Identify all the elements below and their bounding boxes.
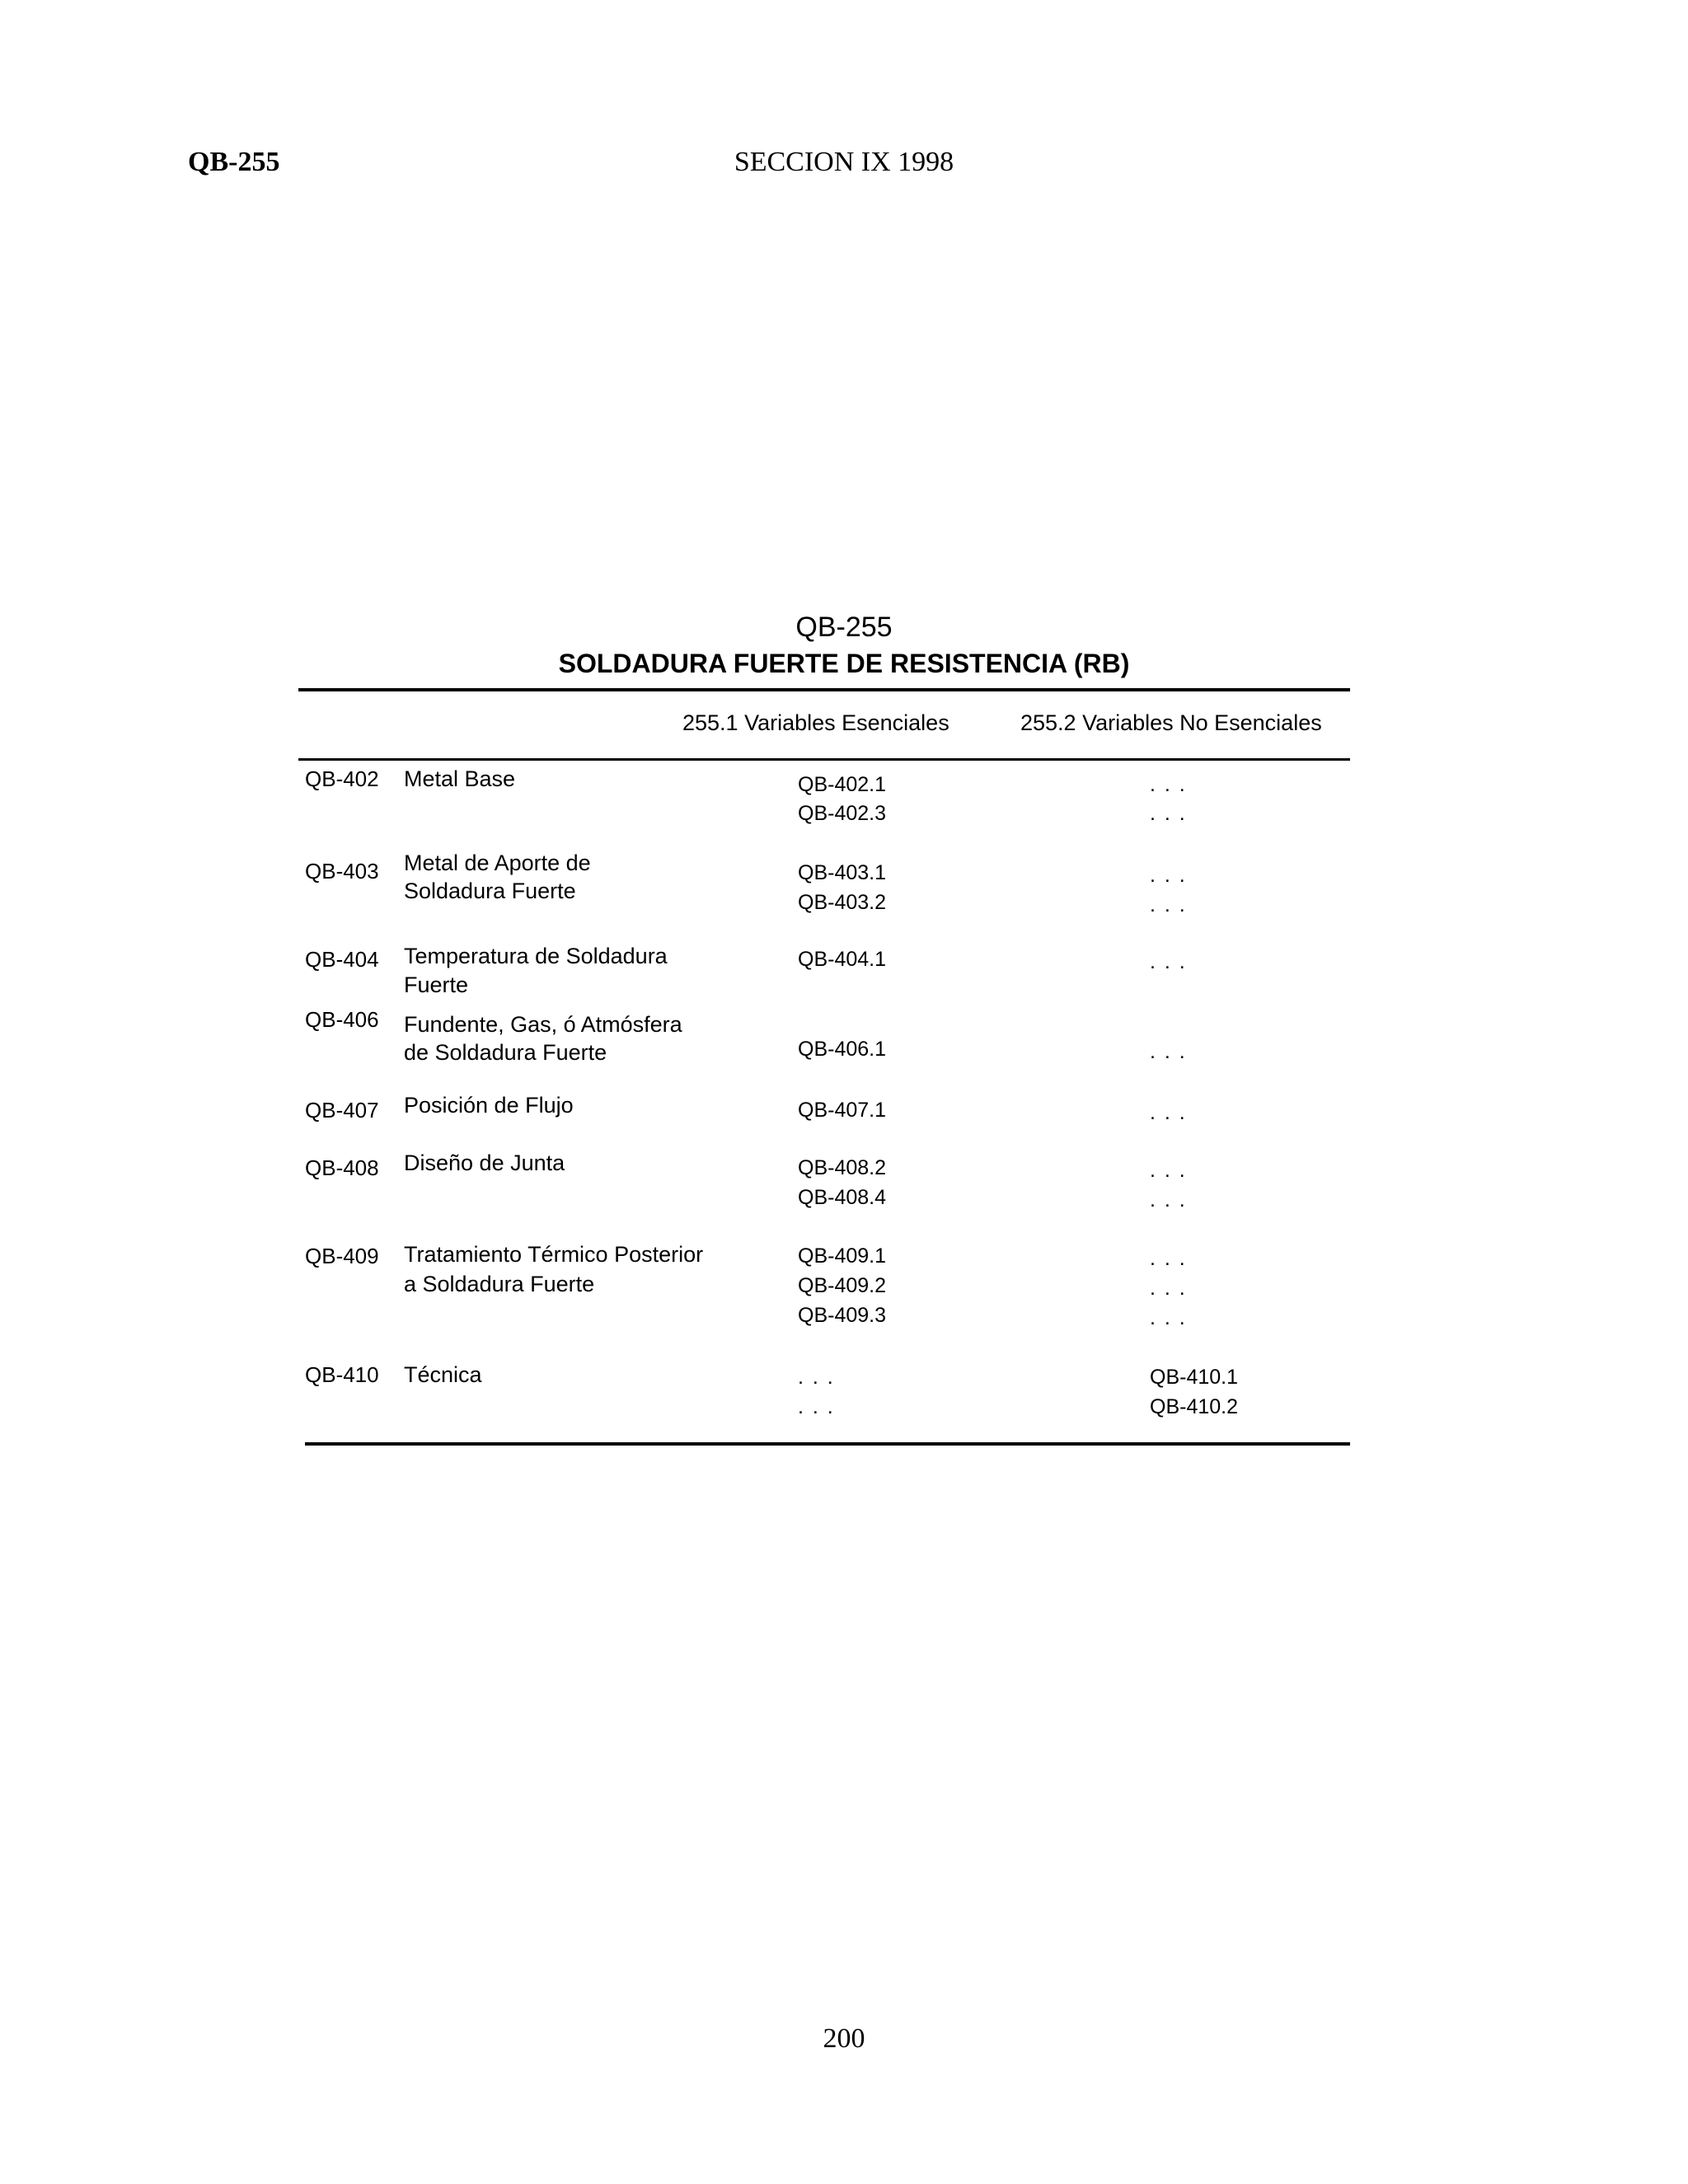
essential-variable: QB-404.1 — [798, 948, 887, 971]
row-code: QB-408 — [305, 1155, 379, 1180]
table-bottom-rule — [305, 1442, 1350, 1446]
table-title: SOLDADURA FUERTE DE RESISTENCIA (RB) — [558, 649, 1130, 678]
essential-variable: QB-403.1 — [798, 861, 887, 884]
row-description: Fundente, Gas, ó Atmósfera — [404, 1012, 682, 1037]
table-code: QB-255 — [795, 612, 893, 643]
row-code: QB-410 — [305, 1362, 379, 1387]
nonessential-variable: . . . — [1150, 950, 1187, 973]
essential-variable: . . . — [798, 1395, 835, 1418]
row-description: a Soldadura Fuerte — [404, 1272, 595, 1296]
nonessential-variable: . . . — [1150, 1306, 1187, 1329]
row-code: QB-403 — [305, 859, 379, 883]
row-description: de Soldadura Fuerte — [404, 1040, 607, 1065]
row-code: QB-407 — [305, 1098, 379, 1122]
nonessential-variable: . . . — [1150, 1277, 1187, 1300]
essential-variable: QB-406.1 — [798, 1038, 887, 1061]
essential-variable: QB-408.2 — [798, 1156, 887, 1179]
row-description: Metal Base — [404, 766, 516, 791]
row-code: QB-406 — [305, 1007, 379, 1032]
nonessential-variable: QB-410.1 — [1150, 1366, 1239, 1389]
nonessential-variable: . . . — [1150, 864, 1187, 887]
nonessential-variable: . . . — [1150, 1040, 1187, 1063]
nonessential-variable: . . . — [1150, 802, 1187, 825]
essential-variable: QB-402.1 — [798, 773, 887, 796]
nonessential-variable: . . . — [1150, 1159, 1187, 1182]
row-code: QB-409 — [305, 1244, 379, 1268]
table-top-rule — [298, 688, 1350, 691]
essential-variable: QB-409.3 — [798, 1304, 887, 1327]
essential-variable: QB-403.2 — [798, 891, 887, 914]
column-header-nonessential: 255.2 Variables No Esenciales — [1020, 710, 1322, 735]
nonessential-variable: . . . — [1150, 893, 1187, 916]
nonessential-variable: QB-410.2 — [1150, 1395, 1239, 1418]
table-header-rule — [298, 758, 1350, 761]
nonessential-variable: . . . — [1150, 1188, 1187, 1212]
row-description: Metal de Aporte de — [404, 851, 591, 875]
row-description: Diseño de Junta — [404, 1151, 565, 1175]
row-description: Soldadura Fuerte — [404, 879, 576, 903]
essential-variable: QB-409.1 — [798, 1244, 887, 1268]
row-description: Fuerte — [404, 972, 469, 997]
column-header-essential: 255.1 Variables Esenciales — [682, 710, 950, 735]
essential-variable: QB-402.3 — [798, 802, 887, 825]
page-header-title: SECCION IX 1998 — [734, 147, 954, 177]
essential-variable: . . . — [798, 1366, 835, 1389]
essential-variable: QB-407.1 — [798, 1099, 887, 1122]
row-description: Temperatura de Soldadura — [404, 944, 668, 968]
essential-variable: QB-408.4 — [798, 1186, 887, 1209]
nonessential-variable: . . . — [1150, 773, 1187, 796]
nonessential-variable: . . . — [1150, 1101, 1187, 1124]
page-number: 200 — [823, 2023, 865, 2054]
row-description: Posición de Flujo — [404, 1093, 574, 1118]
row-description: Técnica — [404, 1362, 482, 1387]
essential-variable: QB-409.2 — [798, 1274, 887, 1297]
row-description: Tratamiento Térmico Posterior — [404, 1242, 704, 1267]
nonessential-variable: . . . — [1150, 1247, 1187, 1270]
row-code: QB-404 — [305, 947, 379, 972]
page-header-section-code: QB-255 — [188, 147, 280, 177]
row-code: QB-402 — [305, 766, 379, 791]
